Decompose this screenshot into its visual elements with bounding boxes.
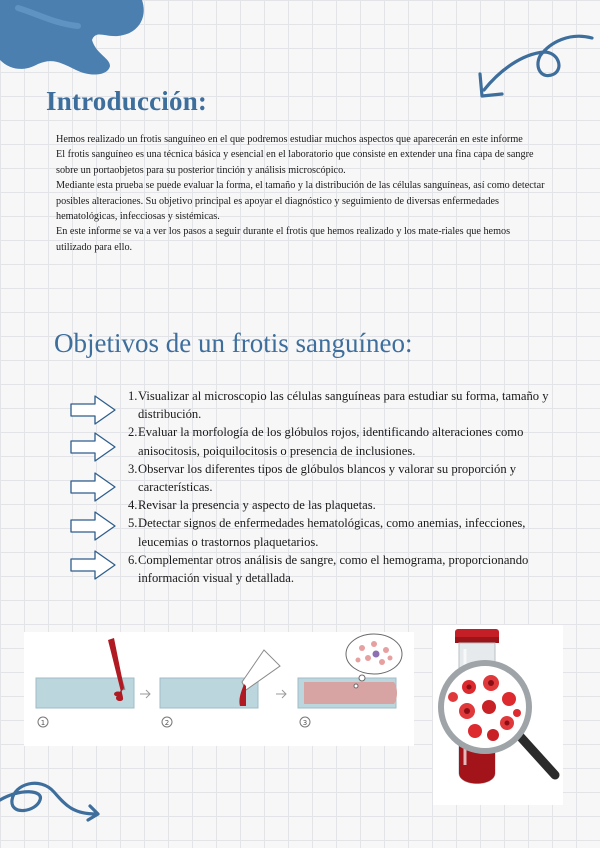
right-arrow-icon	[70, 395, 116, 425]
intro-paragraph: En este informe se va a ver los pasos a seguir durante el frotis que hemos realizado y los mate-riales que hemos utilizado para ello.	[56, 226, 511, 253]
list-item: 4. Revisar la presencia y aspecto de las plaquetas.	[128, 498, 376, 513]
intro-paragraph: Hemos realizado un frotis sanguíneo en el que podremos estudiar muchos aspectos que aparecerán en este informe	[56, 134, 523, 145]
list-item: 6. Complementar otros análisis de sangre, como el hemograma, proporcionando información visual y detallada.	[128, 552, 529, 586]
section-title-introduccion: Introducción:	[46, 86, 208, 116]
curly-arrow-icon	[470, 30, 595, 110]
blood-tube-illustration	[433, 625, 563, 805]
right-arrow-icon	[70, 511, 116, 541]
intro-paragraph: El frotis sanguíneo es una técnica básica y esencial en el laboratorio que consiste en extender una fina capa de sangre sobre un portaobjetos para su posterior tinción y análisis microscópico.	[56, 149, 534, 176]
list-item: 1. Visualizar al microscopio las células sanguíneas para estudiar su forma, tamaño y distribución.	[128, 389, 549, 422]
magnifier-icon	[441, 663, 555, 775]
list-item: 3. Observar los diferentes tipos de glóbulos blancos y valorar su proporción y características.	[128, 461, 517, 495]
curly-loop-decoration	[0, 770, 110, 840]
right-arrow-icon	[70, 472, 116, 502]
section-title-objetivos: Objetivos de un frotis sanguíneo:	[54, 328, 413, 358]
blood-tube-icon	[433, 625, 563, 805]
blue-paint-blob	[0, 0, 150, 78]
intro-paragraph: Mediante esta prueba se puede evaluar la forma, el tamaño y la distribución de las células sanguíneas, así como detectar posibles alteraciones. Su objetivo principal es apoyar el diagnóstico y seguimiento de diversas enfermedades hematológicas, infecciosas y sistémicas.	[56, 180, 545, 223]
step-marker: 1	[40, 719, 46, 727]
list-item: 5. Detectar signos de enfermedades hematológicas, como anemias, infecciones, leucemias o trastornos plaquetarios.	[128, 516, 526, 549]
right-arrow-icon	[70, 432, 116, 462]
smear-steps-illustration	[24, 632, 414, 746]
list-item: 2. Evaluar la morfología de los glóbulos rojos, identificando alteraciones como anisocitosis, poiquilocitosis o presencia de inclusiones.	[128, 425, 524, 458]
smear-procedure-diagram	[24, 632, 414, 746]
intro-text	[56, 132, 546, 255]
right-arrow-icon	[70, 550, 116, 580]
objectives-list	[128, 387, 568, 587]
step-marker: 3	[302, 719, 308, 727]
step-marker: 2	[164, 719, 170, 727]
